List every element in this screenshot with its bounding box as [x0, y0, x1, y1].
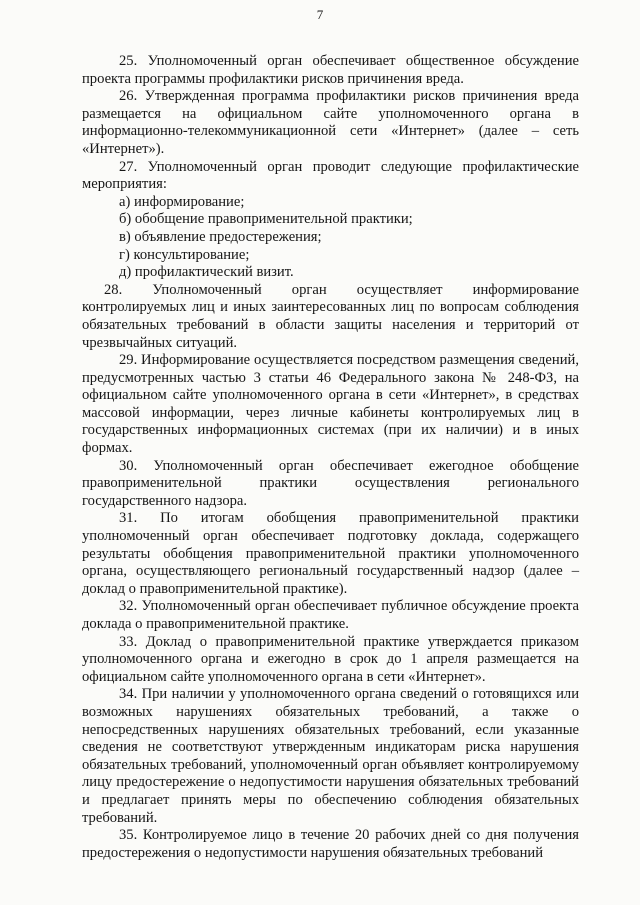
paragraph-33: 33. Доклад о правоприменительной практике утверждается приказом уполномоченного органа и ежегодно в срок до 1 апреля размещается на официальном сайте уполномоченного органа в сети «Интернет». [82, 633, 579, 685]
paragraph-30: 30. Уполномоченный орган обеспечивает ежегодное обобщение правоприменительной практики осуществления регионального государственного надзора. [82, 457, 579, 509]
list-item-v: в) объявление предостережения; [119, 228, 322, 245]
paragraph-27: 27. Уполномоченный орган проводит следующие профилактические мероприятия: [82, 158, 579, 193]
list-item-b: б) обобщение правоприменительной практики; [119, 211, 413, 228]
list-item-a: а) информирование; [119, 193, 245, 210]
paragraph-35: 35. Контролируемое лицо в течение 20 рабочих дней со дня получения предостережения о недопустимости нарушения обязательных требований [82, 827, 579, 861]
page-number: 7 [316, 7, 324, 22]
paragraph-28: 28. Уполномоченный орган осуществляет информирование контролируемых лиц и иных заинтересованных лиц по вопросам соблюдения обязательных требований в области защиты населения и территорий от чрезвычайных ситуаций. [82, 281, 579, 351]
paragraph-32: 32. Уполномоченный орган обеспечивает публичное обсуждение проекта доклада о правоприменительной практике. [82, 598, 579, 632]
paragraph-29: 29. Информирование осуществляется посредством размещения сведений, предусмотренных частью 3 статьи 46 Федерального закона № 248-ФЗ, на официальном сайте уполномоченного органа в сети «Интернет», в средствах массовой информации, через личные кабинеты контролируемых лиц в государственных информационных системах (при их наличии) и в иных формах. [82, 352, 579, 457]
paragraph-25: 25. Уполномоченный орган обеспечивает общественное обсуждение проекта программы профилактики рисков причинения вреда. [82, 53, 579, 87]
paragraph-26: 26. Утвержденная программа профилактики рисков причинения вреда размещается на официальном сайте уполномоченного органа в информационно-телекоммуникационной сети «Интернет» (далее – сеть «Интернет»). [82, 88, 579, 157]
document-body [82, 53, 579, 862]
paragraph-34: 34. При наличии у уполномоченного органа сведений о готовящихся или возможных нарушениях обязательных требований, а также о непосредственных нарушениях обязательных требований, если указанные сведения не соответствуют утвержденным индикаторам риска нарушения обязательных требований, уполномоченный орган объявляет контролируемому лицу предостережение о недопустимости нарушения обязательных требований и предлагает принять меры по обеспечению соблюдения обязательных требований. [82, 686, 579, 826]
list-item-d: д) профилактический визит. [119, 264, 294, 281]
paragraph-31: 31. По итогам обобщения правоприменительной практики уполномоченный орган обеспечивает подготовку доклада, содержащего результаты обобщения правоприменительной практики уполномоченного органа, осуществляющего региональный государственный надзор (далее – доклад о правоприменительной практике). [82, 510, 579, 597]
list-item-g: г) консультирование; [119, 246, 250, 263]
